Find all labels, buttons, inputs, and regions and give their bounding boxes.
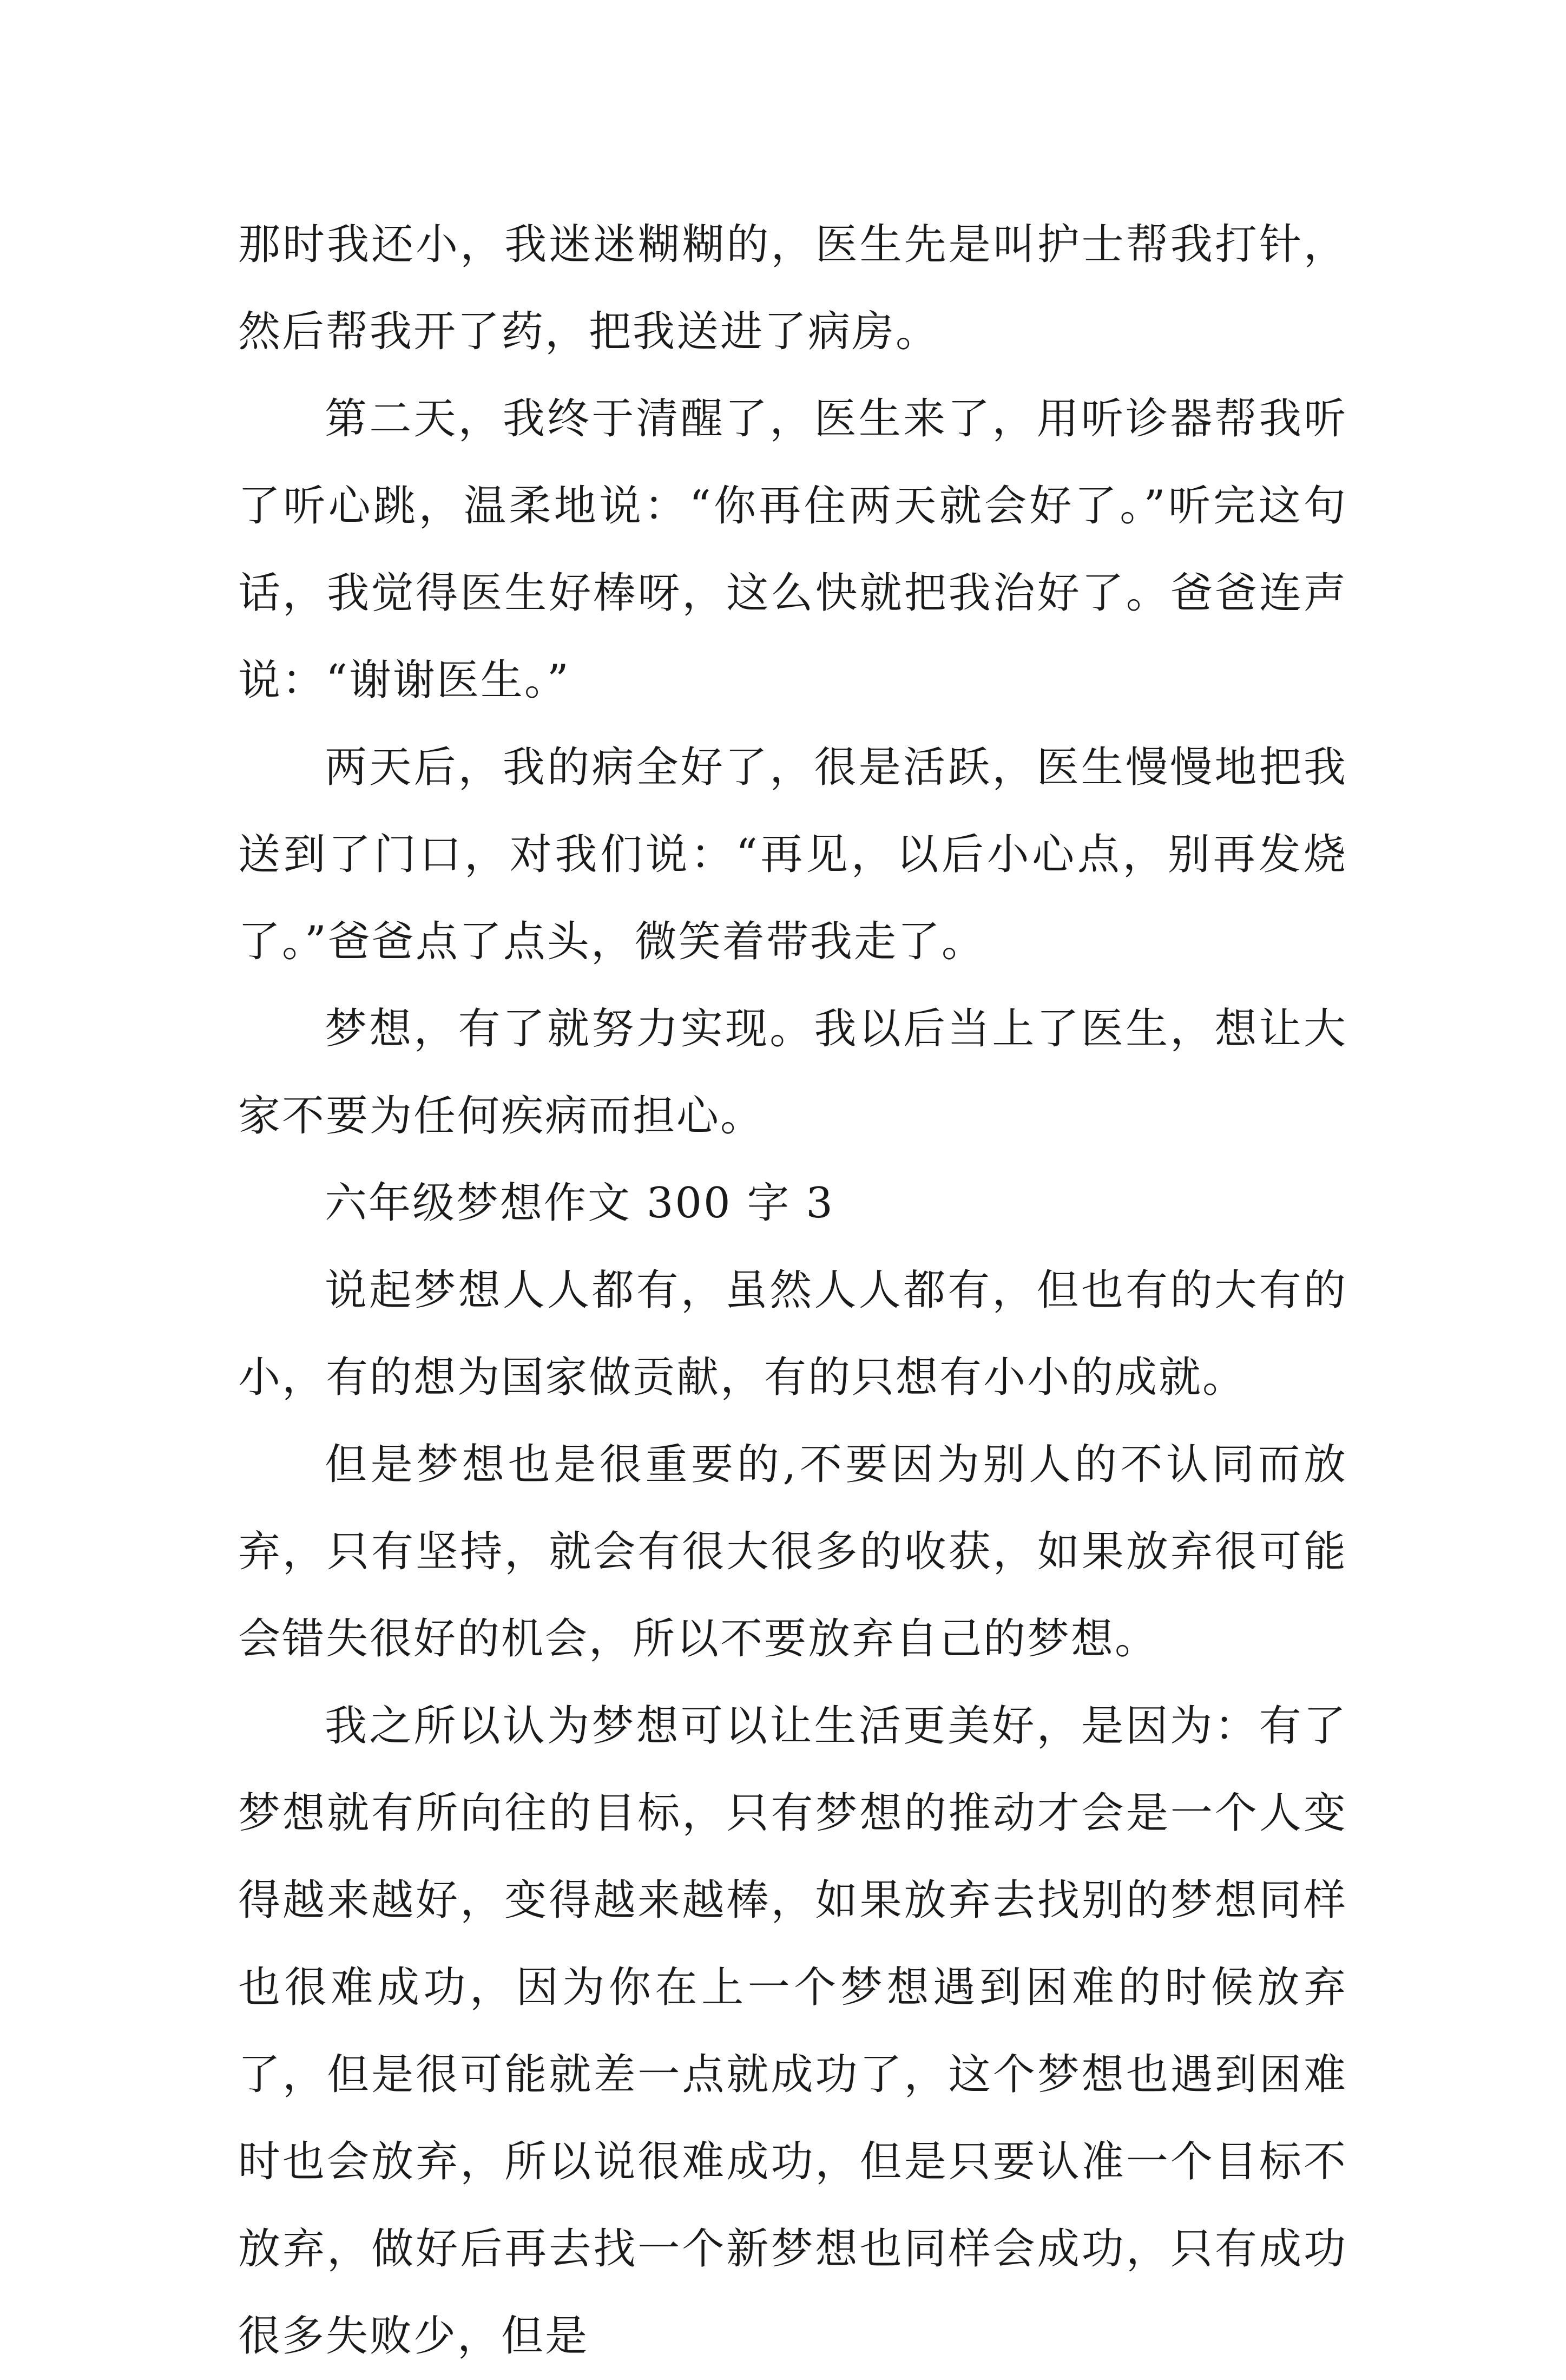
paragraph-2: 第二天，我终于清醒了，医生来了，用听诊器帮我听了听心跳，温柔地说：“你再住两天就会好了。”听完这句话，我觉得医生好棒呀，这么快就把我治好了。爸爸连声说：“谢谢医生。” [238, 395, 1347, 705]
section-title: 六年级梦想作文 300 字 3 [325, 1179, 834, 1228]
section-paragraph-3: 我之所以认为梦想可以让生活更美好，是因为：有了梦想就有所向往的目标，只有梦想的推动才会是一个人变得越来越好，变得越来越棒，如果放弃去找别的梦想同样也很难成功，因为你在上一个梦想遇到困难的时候放弃了，但是很可能就差一点就成功了，这个梦想也遇到困难时也会放弃，所以说很难成功，但是只要认准一个目标不放弃，做好后再去找一个新梦想也同样会成功，只有成功很多失败少，但是 [238, 1702, 1347, 2361]
paragraph-4: 梦想，有了就努力实现。我以后当上了医生，想让大家不要为任何疾病而担心。 [238, 1005, 1347, 1140]
paragraph-3: 两天后，我的病全好了，很是活跃，医生慢慢地把我送到了门口，对我们说：“再见，以后小心点，别再发烧了。”爸爸点了点头，微笑着带我走了。 [238, 743, 1347, 966]
paragraph-1: 那时我还小，我迷迷糊糊的，医生先是叫护士帮我打针，然后帮我开了药，把我送进了病房。 [238, 220, 1347, 356]
section-paragraph-2: 但是梦想也是很重要的,不要因为别人的不认同而放弃，只有坚持，就会有很大很多的收获，如果放弃很可能会错失很好的机会，所以不要放弃自己的梦想。 [238, 1440, 1347, 1663]
section-paragraph-1: 说起梦想人人都有，虽然人人都有，但也有的大有的小，有的想为国家做贡献，有的只想有小小的成就。 [238, 1266, 1347, 1402]
document-body [238, 201, 1347, 2380]
